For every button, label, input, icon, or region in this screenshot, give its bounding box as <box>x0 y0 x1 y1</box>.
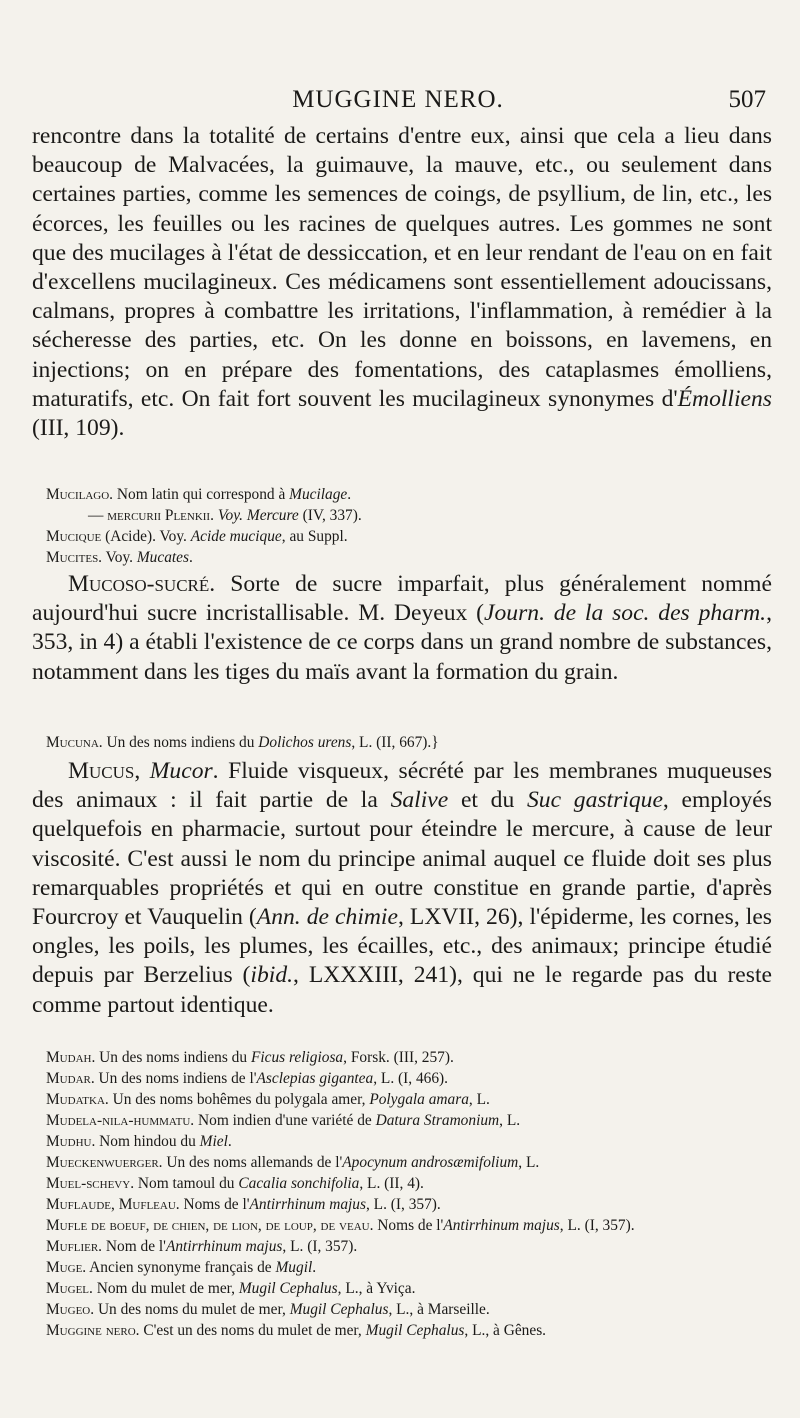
entry-muflaude: Muflaude, Mufleau. Noms de l'Antirrhinum majus, L. (I, 357). <box>46 1196 441 1213</box>
entry-muge: Muge. Ancien synonyme français de Mugil. <box>46 1259 317 1276</box>
entry-mucites: Mucites. Voy. Mucates. <box>46 549 193 566</box>
entry-mucilago-mercurii: — mercurii Plenkii. Voy. Mercure (IV, 337). <box>88 507 362 524</box>
entry-muflier: Muflier. Nom de l'Antirrhinum majus, L. (I, 357). <box>46 1238 358 1255</box>
entry-mufle: Mufle de boeuf, de chien, de lion, de loup, de veau. Noms de l'Antirrhinum majus, L. (I, 357). <box>46 1217 635 1234</box>
entry-muggine-nero: Muggine nero. C'est un des noms du mulet de mer, Mugil Cephalus, L., à Gênes. <box>46 1322 547 1339</box>
entry-mudah: Mudah. Un des noms indiens du Ficus religiosa, Forsk. (III, 257). <box>46 1049 454 1066</box>
entry-mugel: Mugel. Nom du mulet de mer, Mugil Cephalus, L., à Yviça. <box>46 1280 416 1297</box>
page-number: 507 <box>728 86 766 113</box>
running-title: MUGGINE NERO. <box>292 86 504 113</box>
small-entries-block-1 <box>32 484 772 568</box>
entry-mucoso-sucre: Mucoso-sucré. Sorte de sucre imparfait, plus généralement nommé aujourd'hui sucre incristallisable. M. Deyeux (Journ. de la soc. des pharm., 353, in 4) a établi l'existence de ce corps dans un grand nombre de substances, notamment dans les tiges du maïs avant la formation du grain. <box>32 571 772 685</box>
entry-mucilagineux-continued: rencontre dans la totalité de certains d'entre eux, ainsi que cela a lieu dans beaucoup de Malvacées, la guimauve, la mauve, etc., ou seulement dans certaines parties, comme les semences de coings, de psyllium, de lin, etc., les écorces, les feuilles ou les racines de quelques autres. Les gommes ne sont que des mucilages à l'état de dessiccation, et en leur rendant de l'eau on en fait d'excellens mucilagineux. Ces médicamens sont essentiellement adoucissans, calmans, propres à combattre les irritations, l'inflammation, à remédier à la sécheresse des parties, etc. On les donne en boissons, en lavemens, en injections; on en prépare des fomentations, des cataplasmes émolliens, maturatifs, etc. On fait fort souvent les mucilagineux synonymes d'Émolliens (III, 109). <box>32 123 772 442</box>
entry-mudar: Mudar. Un des noms indiens de l'Asclepias gigantea, L. (I, 466). <box>46 1070 449 1087</box>
entry-mugeo: Mugeo. Un des noms du mulet de mer, Mugil Cephalus, L., à Marseille. <box>46 1301 490 1318</box>
entry-mucuna: Mucuna. Un des noms indiens du Dolichos urens, L. (II, 667).} <box>46 734 439 751</box>
entry-mudela-nila-hummatu: Mudela-nila-hummatu. Nom indien d'une variété de Datura Stramonium, L. <box>46 1112 521 1129</box>
small-entries-block-2 <box>32 1047 772 1341</box>
entry-mudatka: Mudatka. Un des noms bohêmes du polygala amer, Polygala amara, L. <box>46 1091 490 1108</box>
entry-mucilago: Mucilago. Nom latin qui correspond à Mucilage. <box>46 486 352 503</box>
page-header <box>30 86 766 120</box>
entry-mueckenwuerger: Mueckenwuerger. Un des noms allemands de l'Apocynum androsæmifolium, L. <box>46 1154 540 1171</box>
entry-mudhu: Mudhu. Nom hindou du Miel. <box>46 1133 232 1150</box>
entry-muel-schevy: Muel-schevy. Nom tamoul du Cacalia sonchifolia, L. (II, 4). <box>46 1175 424 1192</box>
entry-mucique: Mucique (Acide). Voy. Acide mucique, au Suppl. <box>46 528 348 545</box>
entry-mucus: Mucus, Mucor. Fluide visqueux, sécrété par les membranes muqueuses des animaux : il fait partie de la Salive et du Suc gastrique, employés quelquefois en pharmacie, surtout pour éteindre le mercure, à cause de leur viscosité. C'est aussi le nom du principe animal auquel ce fluide doit ses plus remarquables propriétés et qui en outre constitue en grande partie, d'après Fourcroy et Vauquelin (Ann. de chimie, LXVII, 26), l'épiderme, les cornes, les ongles, les poils, les plumes, les écailles, etc., des animaux; principe étudié depuis par Berzelius (ibid., LXXXIII, 241), qui ne le regarde pas du reste comme partout identique. <box>32 758 772 1018</box>
